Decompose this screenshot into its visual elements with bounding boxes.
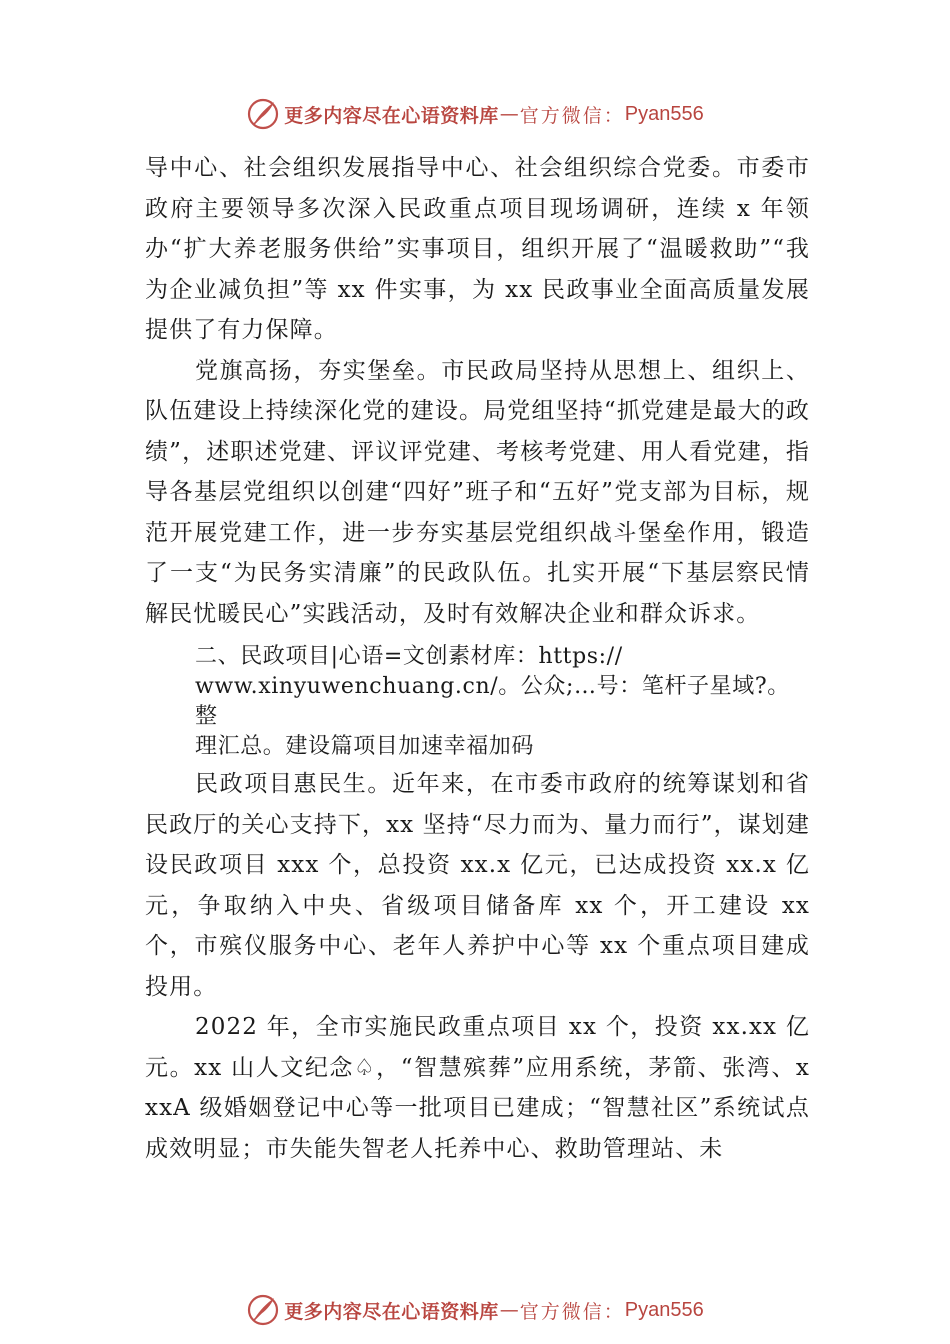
header-banner [0,94,950,134]
paragraph-4: 2022 年，全市实施民政重点项目 xx 个，投资 xx.xx 亿元。xx 山人文纪念♤，“智慧殡葬”应用系统，茅箭、张湾、xxxA 级婚姻登记中心等一批项目已建成；“智慧社区”系统试点成效明显；市失能失智老人托养中心、救助管理站、未 [145,1014,810,1162]
footer-banner [0,1290,950,1330]
banner-official-label: 官方微信： [519,1300,625,1323]
heading-line-2: www.xinyuwenchuang.cn/。公众;…号：笔杆子星域?。整 [195,674,790,729]
banner-slogan: 更多内容尽在心语资料库 [284,1300,499,1323]
paragraph-1: 导中心、社会组织发展指导中心、社会组织综合党委。市委市政府主要领导多次深入民政重点项目现场调研，连续 x 年领办“扩大养老服务供给”实事项目，组织开展了“温暖救助”“我为企业减负担”等 xx 件实事，为 xx 民政事业全面高质量发展提供了有力保障。 [145,155,810,343]
paragraph-3: 民政项目惠民生。近年来，在市委市政府的统筹谋划和省民政厅的关心支持下，xx 坚持“尽力而为、量力而行”，谋划建设民政项目 xxx 个，总投资 xx.x 亿元，已达成投资 xx.x 亿元，争取纳入中央、省级项目储备库 xx 个，开工建设 xx 个，市殡仪服务中心、老年人养护中心等 xx 个重点项目建成投用。 [145,771,810,1000]
document-body [145,148,810,1169]
paragraph-2: 党旗高扬，夯实堡垒。市民政局坚持从思想上、组织上、队伍建设上持续深化党的建设。局党组坚持“抓党建是最大的政绩”，述职述党建、评议评党建、考核考党建、用人看党建，指导各基层党组织以创建“四好”班子和“五好”党支部为目标，规范开展党建工作，进一步夯实基层党组织战斗堡垒作用，锻造了一支“为民务实清廉”的民政队伍。扎实开展“下基层察民情解民忧暖民心”实践活动，及时有效解决企业和群众诉求。 [145,357,810,627]
heading-line-1: 二、民政项目|心语=文创素材库：https:// [195,644,623,669]
banner-dash: — [499,103,519,125]
section-heading [145,642,810,762]
heading-line-3: 理汇总。建设篇项目加速幸福加码 [195,734,535,759]
banner-slogan: 更多内容尽在心语资料库 [284,104,499,127]
feather-logo-icon [246,97,280,131]
banner-dash: — [499,1299,519,1321]
banner-wechat-id: Pyan556 [624,102,704,125]
banner-official-label: 官方微信： [519,104,625,127]
banner-wechat-id: Pyan556 [624,1298,704,1321]
feather-logo-icon [246,1293,280,1327]
